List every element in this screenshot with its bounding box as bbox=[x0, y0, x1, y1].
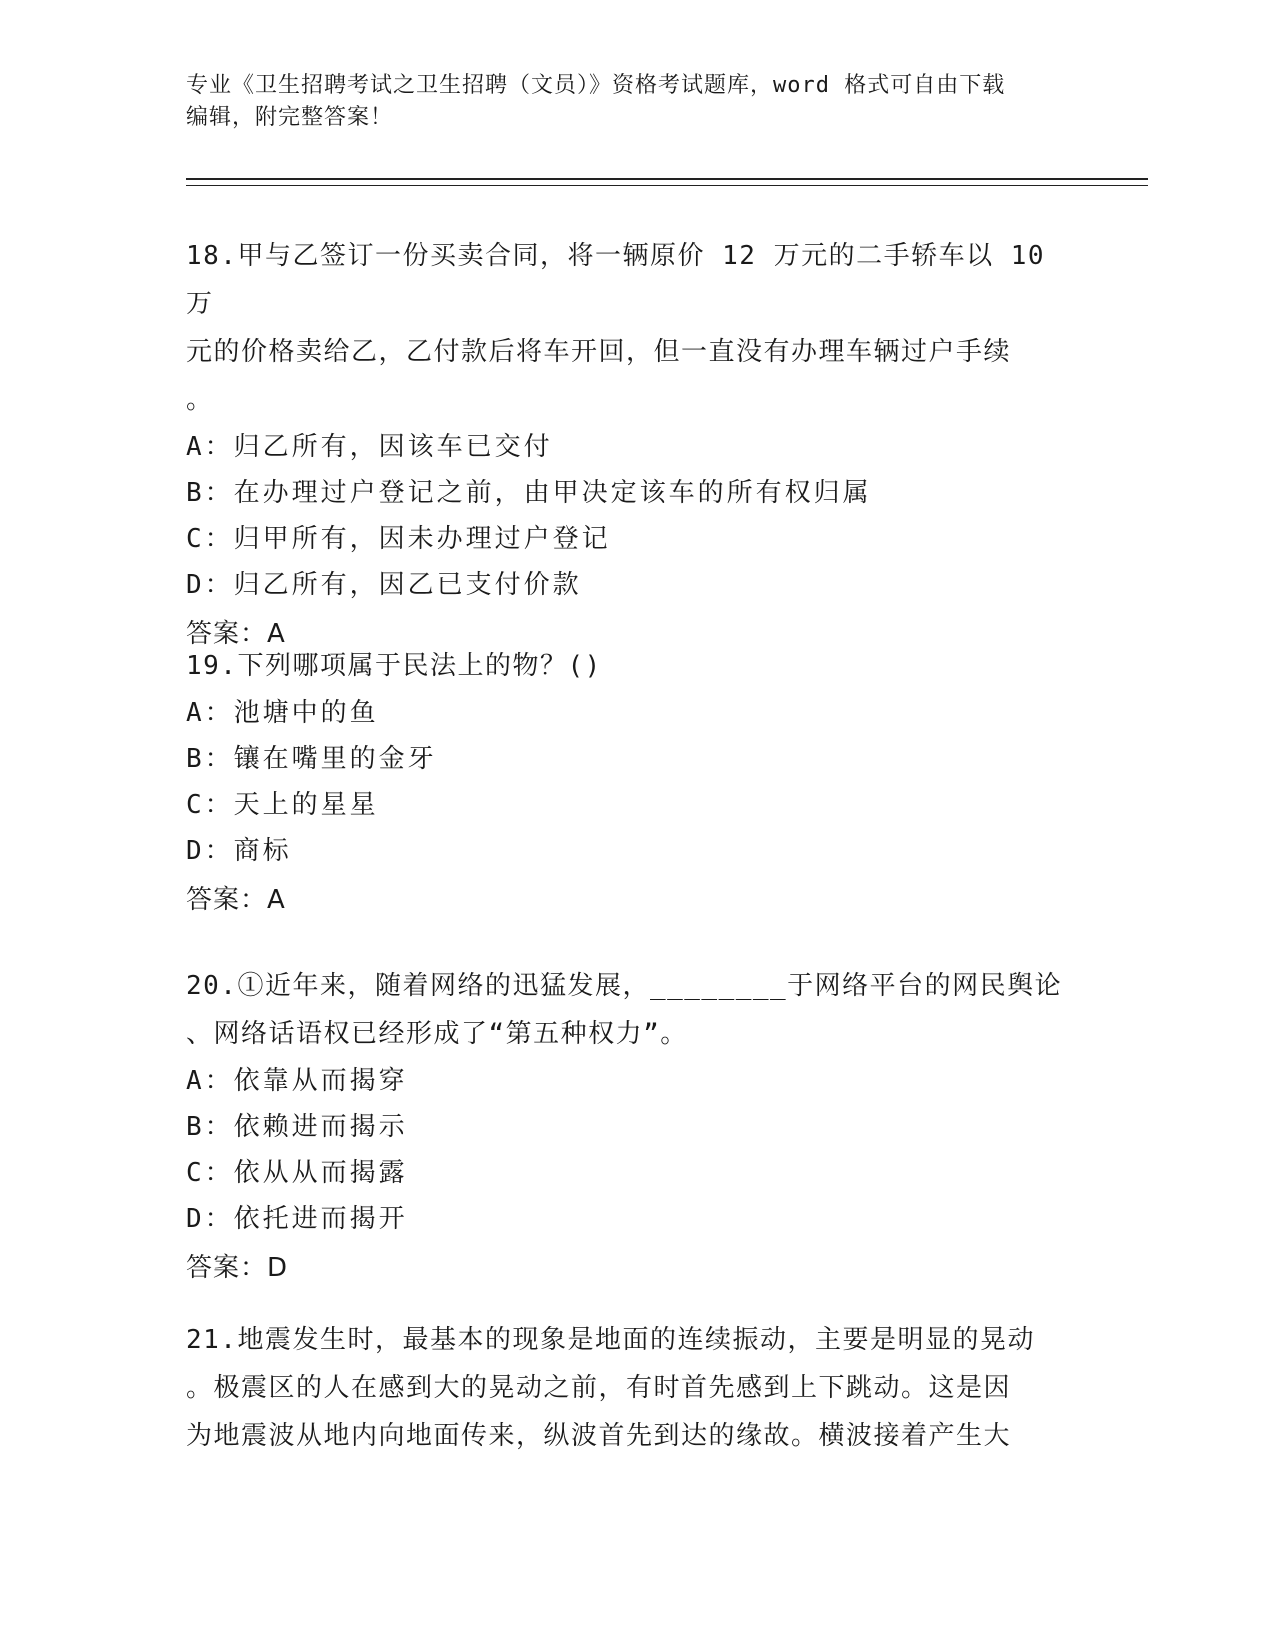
document-header bbox=[186, 70, 1086, 134]
question-stem-line: 。 bbox=[186, 385, 214, 415]
header-line-2: 编辑，附完整答案！ bbox=[186, 105, 394, 130]
question-stem-line: 元的价格卖给乙，乙付款后将车开回，但一直没有办理车辆过户手续 bbox=[186, 337, 1012, 367]
option-d: D：依托进而揭开 bbox=[186, 1204, 408, 1234]
question-stem-line: 、网络话语权已经形成了“第五种权力”。 bbox=[186, 1019, 688, 1049]
option-list bbox=[186, 690, 1086, 874]
option-d: D：商标 bbox=[186, 836, 292, 866]
option-list bbox=[186, 1058, 1086, 1242]
option-list bbox=[186, 424, 1086, 608]
question-19 bbox=[186, 642, 1086, 924]
header-rule-thin bbox=[186, 185, 1148, 186]
header-rule-thick bbox=[186, 178, 1148, 180]
question-stem-line: 20.①近年来，随着网络的迅猛发展，________于网络平台的网民舆论 bbox=[186, 971, 1063, 1001]
option-c: C：天上的星星 bbox=[186, 790, 379, 820]
question-stem-line: 。极震区的人在感到大的晃动之前，有时首先感到上下跳动。这是因 bbox=[186, 1373, 1012, 1403]
question-stem-line: 19.下列哪项属于民法上的物？() bbox=[186, 651, 602, 681]
answer-line: 答案：A bbox=[186, 885, 286, 915]
question-stem-line: 为地震波从地内向地面传来，纵波首先到达的缘故。横波接着产生大 bbox=[186, 1421, 1012, 1451]
answer-line: 答案：D bbox=[186, 1253, 289, 1283]
option-a: A：依靠从而揭穿 bbox=[186, 1066, 408, 1096]
header-line-1: 专业《卫生招聘考试之卫生招聘（文员）》资格考试题库，word 格式可自由下载 bbox=[186, 73, 1006, 98]
option-b: B：在办理过户登记之前，由甲决定该车的所有权归属 bbox=[186, 478, 872, 508]
option-c: C：依从从而揭露 bbox=[186, 1158, 408, 1188]
question-21 bbox=[186, 1316, 1086, 1460]
question-18 bbox=[186, 232, 1086, 658]
option-d: D：归乙所有，因乙已支付价款 bbox=[186, 570, 582, 600]
question-stem-line: 18.甲与乙签订一份买卖合同，将一辆原价 12 万元的二手轿车以 10 万 bbox=[186, 241, 1046, 319]
question-20 bbox=[186, 962, 1086, 1292]
option-a: A：池塘中的鱼 bbox=[186, 698, 379, 728]
option-a: A：归乙所有，因该车已交付 bbox=[186, 432, 553, 462]
question-stem-line: 21.地震发生时，最基本的现象是地面的连续振动，主要是明显的晃动 bbox=[186, 1325, 1035, 1355]
answer-line: 答案：A bbox=[186, 619, 286, 649]
option-b: B：依赖进而揭示 bbox=[186, 1112, 408, 1142]
option-b: B：镶在嘴里的金牙 bbox=[186, 744, 437, 774]
option-c: C：归甲所有，因未办理过户登记 bbox=[186, 524, 611, 554]
